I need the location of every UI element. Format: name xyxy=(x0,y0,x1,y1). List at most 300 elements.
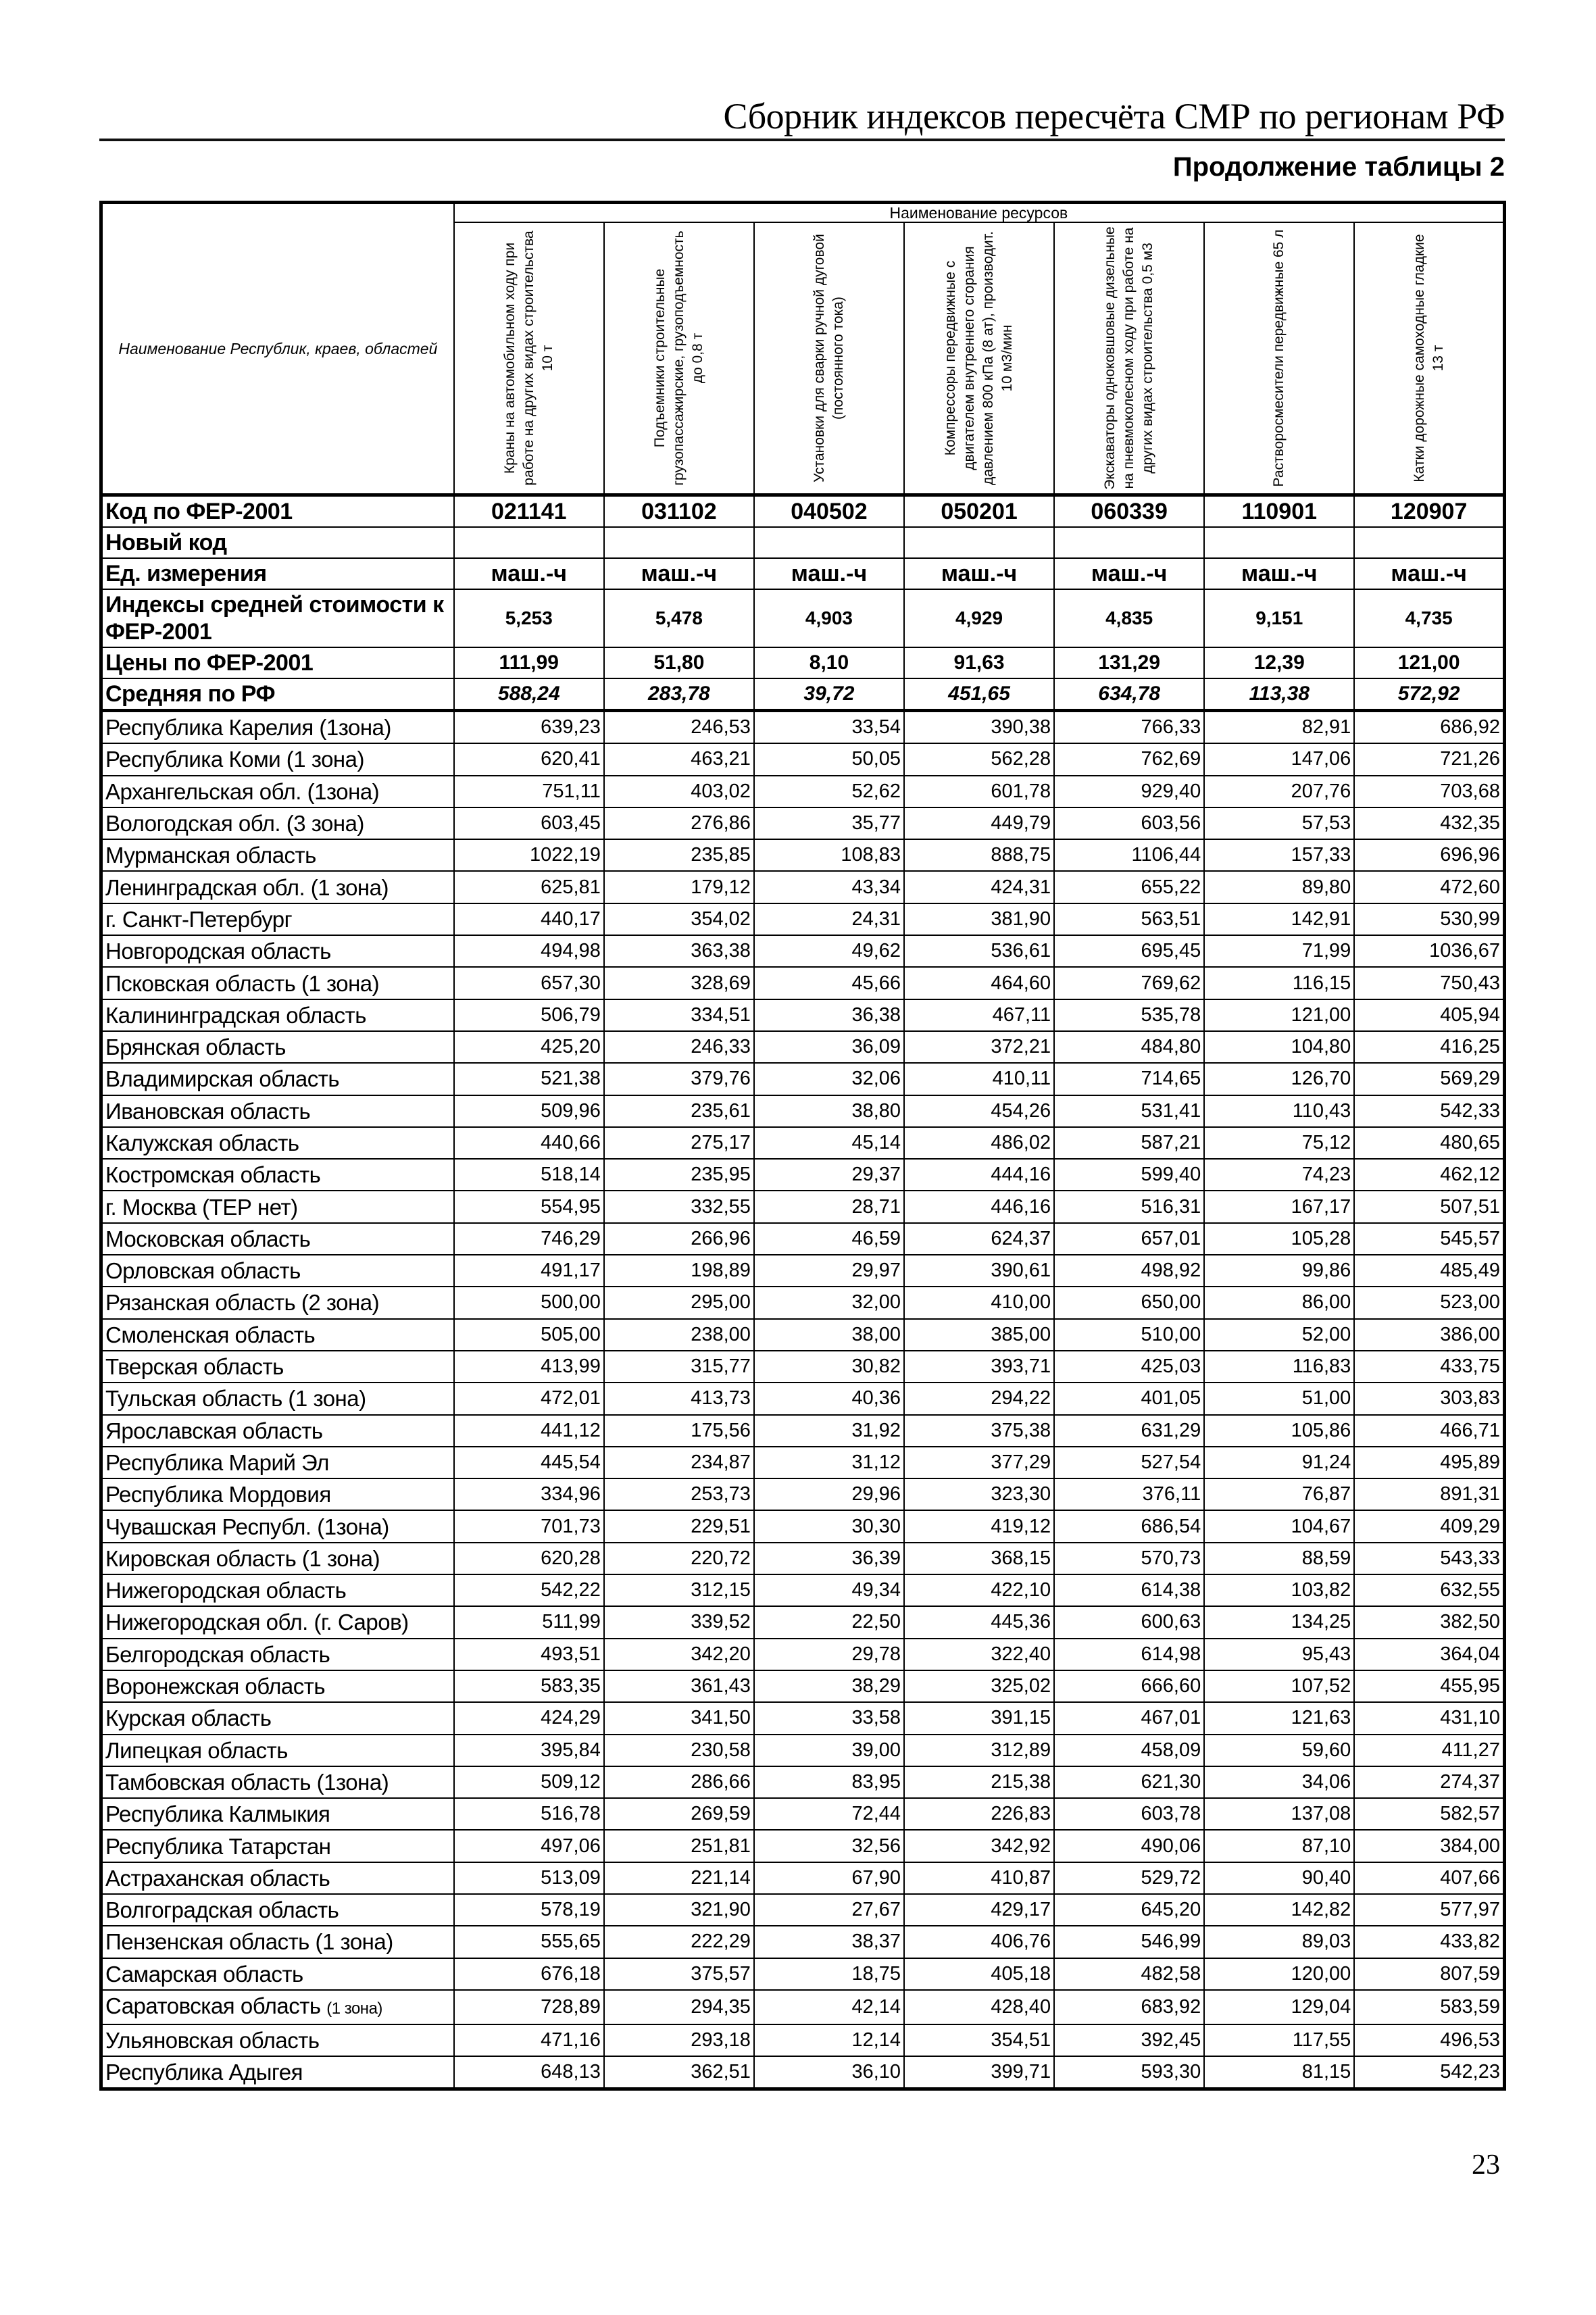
table-row xyxy=(101,1063,1505,1095)
index-table xyxy=(99,201,1506,2091)
meta-cell: 51,80 xyxy=(604,647,754,678)
region-name xyxy=(101,1574,454,1606)
region-name-text: Республика Карелия (1зона) xyxy=(105,715,391,741)
value-cell: 179,12 xyxy=(604,871,754,903)
value-cell: 107,52 xyxy=(1204,1670,1354,1702)
region-name-text: Республика Мордовия xyxy=(105,1482,331,1508)
resource-column-label: Растворосмесители передвижные 65 л xyxy=(1271,229,1287,487)
value-cell: 440,17 xyxy=(454,903,604,935)
value-cell: 95,43 xyxy=(1204,1639,1354,1670)
value-cell: 422,10 xyxy=(904,1574,1054,1606)
meta-cell: 031102 xyxy=(604,495,754,528)
value-cell: 375,57 xyxy=(604,1958,754,1990)
value-cell: 275,17 xyxy=(604,1127,754,1159)
value-cell: 490,06 xyxy=(1054,1830,1204,1862)
value-cell: 50,05 xyxy=(754,743,904,775)
meta-rows xyxy=(101,495,1505,711)
value-cell: 29,96 xyxy=(754,1478,904,1510)
value-cell: 406,76 xyxy=(904,1926,1054,1958)
value-cell: 38,00 xyxy=(754,1319,904,1351)
value-cell: 45,66 xyxy=(754,967,904,999)
meta-cell: маш.-ч xyxy=(454,558,604,589)
table-row xyxy=(101,1766,1505,1798)
value-cell: 147,06 xyxy=(1204,743,1354,775)
value-cell: 577,97 xyxy=(1354,1894,1504,1926)
value-cell: 104,67 xyxy=(1204,1510,1354,1542)
value-cell: 583,59 xyxy=(1354,1990,1504,2024)
value-cell: 542,22 xyxy=(454,1574,604,1606)
value-cell: 46,59 xyxy=(754,1223,904,1255)
region-name xyxy=(101,1958,454,1990)
region-name-suffix: (1 зона) xyxy=(326,1999,382,2018)
value-cell: 472,60 xyxy=(1354,871,1504,903)
table-row xyxy=(101,743,1505,775)
value-cell: 599,40 xyxy=(1054,1159,1204,1191)
meta-cell: 572,92 xyxy=(1354,678,1504,711)
meta-cell: 12,39 xyxy=(1204,647,1354,678)
value-cell: 379,76 xyxy=(604,1063,754,1095)
value-cell: 83,95 xyxy=(754,1766,904,1798)
value-cell: 116,83 xyxy=(1204,1351,1354,1383)
value-cell: 49,34 xyxy=(754,1574,904,1606)
region-name xyxy=(101,1383,454,1414)
value-cell: 142,91 xyxy=(1204,903,1354,935)
value-cell: 407,66 xyxy=(1354,1862,1504,1894)
region-name-text: Рязанская область (2 зона) xyxy=(105,1290,380,1316)
table-row xyxy=(101,935,1505,967)
value-cell: 235,95 xyxy=(604,1159,754,1191)
table-row xyxy=(101,1447,1505,1478)
meta-cell: 91,63 xyxy=(904,647,1054,678)
meta-row-label: Ед. измерения xyxy=(101,558,454,589)
value-cell: 769,62 xyxy=(1054,967,1204,999)
value-cell: 36,39 xyxy=(754,1543,904,1574)
value-cell: 230,58 xyxy=(604,1735,754,1766)
value-cell: 235,85 xyxy=(604,839,754,871)
value-cell: 59,60 xyxy=(1204,1735,1354,1766)
region-name xyxy=(101,1894,454,1926)
value-cell: 221,14 xyxy=(604,1862,754,1894)
table-row xyxy=(101,1255,1505,1287)
region-name xyxy=(101,1606,454,1638)
value-cell: 445,36 xyxy=(904,1606,1054,1638)
meta-cell: 5,253 xyxy=(454,589,604,647)
region-name-text: Республика Коми (1 зона) xyxy=(105,747,365,772)
value-cell: 495,89 xyxy=(1354,1447,1504,1478)
table-row xyxy=(101,903,1505,935)
value-cell: 52,00 xyxy=(1204,1319,1354,1351)
value-cell: 269,59 xyxy=(604,1798,754,1830)
value-cell: 18,75 xyxy=(754,1958,904,1990)
value-cell: 332,55 xyxy=(604,1191,754,1222)
value-cell: 555,65 xyxy=(454,1926,604,1958)
meta-row xyxy=(101,589,1505,647)
meta-cell: 131,29 xyxy=(1054,647,1204,678)
value-cell: 384,00 xyxy=(1354,1830,1504,1862)
region-name-text: Ленинградская обл. (1 зона) xyxy=(105,874,389,900)
table-row xyxy=(101,1510,1505,1542)
value-cell: 88,59 xyxy=(1204,1543,1354,1574)
value-cell: 455,95 xyxy=(1354,1670,1504,1702)
region-name xyxy=(101,1702,454,1734)
region-name xyxy=(101,1990,454,2024)
value-cell: 467,01 xyxy=(1054,1702,1204,1734)
value-cell: 554,95 xyxy=(454,1191,604,1222)
meta-row-label: Цены по ФЕР-2001 xyxy=(101,647,454,678)
value-cell: 67,90 xyxy=(754,1862,904,1894)
table-row xyxy=(101,1383,1505,1414)
meta-cell: 39,72 xyxy=(754,678,904,711)
value-cell: 81,15 xyxy=(1204,2056,1354,2089)
meta-cell: 8,10 xyxy=(754,647,904,678)
value-cell: 110,43 xyxy=(1204,1095,1354,1127)
region-name-text: Мурманская область xyxy=(105,843,316,868)
value-cell: 751,11 xyxy=(454,776,604,807)
value-cell: 485,49 xyxy=(1354,1255,1504,1287)
value-cell: 506,79 xyxy=(454,999,604,1031)
value-cell: 484,80 xyxy=(1054,1031,1204,1063)
region-name xyxy=(101,1926,454,1958)
value-cell: 546,99 xyxy=(1054,1926,1204,1958)
value-cell: 382,50 xyxy=(1354,1606,1504,1638)
value-cell: 42,14 xyxy=(754,1990,904,2024)
value-cell: 445,54 xyxy=(454,1447,604,1478)
value-cell: 491,17 xyxy=(454,1255,604,1287)
region-name xyxy=(101,903,454,935)
meta-row-label: Код по ФЕР-2001 xyxy=(101,495,454,528)
region-name-text: Республика Адыгея xyxy=(105,2060,303,2085)
value-cell: 714,65 xyxy=(1054,1063,1204,1095)
table-row xyxy=(101,1894,1505,1926)
value-cell: 99,86 xyxy=(1204,1255,1354,1287)
value-cell: 392,45 xyxy=(1054,2024,1204,2056)
table-row xyxy=(101,1862,1505,1894)
value-cell: 601,78 xyxy=(904,776,1054,807)
region-name-text: Московская область xyxy=(105,1226,311,1251)
region-name xyxy=(101,1319,454,1351)
value-cell: 440,66 xyxy=(454,1127,604,1159)
value-cell: 167,17 xyxy=(1204,1191,1354,1222)
value-cell: 364,04 xyxy=(1354,1639,1504,1670)
value-cell: 253,73 xyxy=(604,1478,754,1510)
value-cell: 45,14 xyxy=(754,1127,904,1159)
meta-cell: 283,78 xyxy=(604,678,754,711)
resource-column-label: Компрессоры передвижные с двигателем внутреннего сгорания давлением 800 кПа (8 ат), производит. 10 м3/мин xyxy=(943,231,1016,485)
meta-row xyxy=(101,527,1505,558)
table-caption: Продолжение таблицы 2 xyxy=(1172,152,1505,182)
meta-row-label: Новый код xyxy=(101,527,454,558)
region-name xyxy=(101,1830,454,1862)
value-cell: 1106,44 xyxy=(1054,839,1204,871)
meta-cell: 021141 xyxy=(454,495,604,528)
region-name-text: Республика Татарстан xyxy=(105,1833,331,1859)
value-cell: 103,82 xyxy=(1204,1574,1354,1606)
value-cell: 294,35 xyxy=(604,1990,754,2024)
running-header: Сборник индексов пересчёта СМР по регионам РФ xyxy=(723,96,1505,136)
value-cell: 12,14 xyxy=(754,2024,904,2056)
table-row xyxy=(101,1415,1505,1447)
value-cell: 578,19 xyxy=(454,1894,604,1926)
table-row xyxy=(101,1287,1505,1318)
value-cell: 486,02 xyxy=(904,1127,1054,1159)
value-cell: 493,51 xyxy=(454,1639,604,1670)
value-cell: 104,80 xyxy=(1204,1031,1354,1063)
value-cell: 315,77 xyxy=(604,1351,754,1383)
value-cell: 425,20 xyxy=(454,1031,604,1063)
value-cell: 39,00 xyxy=(754,1735,904,1766)
value-cell: 625,81 xyxy=(454,871,604,903)
header-rule xyxy=(99,139,1505,141)
value-cell: 40,36 xyxy=(754,1383,904,1414)
value-cell: 325,02 xyxy=(904,1670,1054,1702)
value-cell: 433,82 xyxy=(1354,1926,1504,1958)
region-name xyxy=(101,1735,454,1766)
value-cell: 523,00 xyxy=(1354,1287,1504,1318)
value-cell: 30,82 xyxy=(754,1351,904,1383)
table-row xyxy=(101,1351,1505,1383)
value-cell: 246,53 xyxy=(604,711,754,744)
value-cell: 545,57 xyxy=(1354,1223,1504,1255)
value-cell: 126,70 xyxy=(1204,1063,1354,1095)
value-cell: 220,72 xyxy=(604,1543,754,1574)
value-cell: 134,25 xyxy=(1204,1606,1354,1638)
resource-column-header xyxy=(454,222,604,495)
value-cell: 334,51 xyxy=(604,999,754,1031)
value-cell: 342,20 xyxy=(604,1639,754,1670)
value-cell: 49,62 xyxy=(754,935,904,967)
value-cell: 411,27 xyxy=(1354,1735,1504,1766)
meta-cell xyxy=(904,527,1054,558)
region-name-text: Курская область xyxy=(105,1706,272,1731)
value-cell: 496,53 xyxy=(1354,2024,1504,2056)
meta-cell: маш.-ч xyxy=(754,558,904,589)
value-cell: 33,58 xyxy=(754,1702,904,1734)
value-cell: 498,92 xyxy=(1054,1255,1204,1287)
region-name-text: Орловская область xyxy=(105,1258,301,1284)
table-row xyxy=(101,1031,1505,1063)
value-cell: 43,34 xyxy=(754,871,904,903)
meta-cell xyxy=(1054,527,1204,558)
value-cell: 368,15 xyxy=(904,1543,1054,1574)
meta-cell xyxy=(1204,527,1354,558)
region-name-text: Калужская область xyxy=(105,1130,299,1155)
value-cell: 274,37 xyxy=(1354,1766,1504,1798)
value-cell: 89,03 xyxy=(1204,1926,1354,1958)
region-name-text: Республика Калмыкия xyxy=(105,1801,330,1827)
region-name-text: г. Москва (ТЕР нет) xyxy=(105,1194,298,1220)
region-name xyxy=(101,839,454,871)
table-row xyxy=(101,1735,1505,1766)
value-cell: 631,29 xyxy=(1054,1415,1204,1447)
value-cell: 293,18 xyxy=(604,2024,754,2056)
value-cell: 361,43 xyxy=(604,1670,754,1702)
resource-column-header xyxy=(604,222,754,495)
value-cell: 505,00 xyxy=(454,1319,604,1351)
value-cell: 266,96 xyxy=(604,1223,754,1255)
value-cell: 891,31 xyxy=(1354,1478,1504,1510)
value-cell: 362,51 xyxy=(604,2056,754,2089)
value-cell: 38,29 xyxy=(754,1670,904,1702)
region-name xyxy=(101,1510,454,1542)
meta-cell: 120907 xyxy=(1354,495,1504,528)
table-row xyxy=(101,999,1505,1031)
region-name xyxy=(101,807,454,839)
value-cell: 536,61 xyxy=(904,935,1054,967)
table-row xyxy=(101,839,1505,871)
value-cell: 624,37 xyxy=(904,1223,1054,1255)
meta-cell xyxy=(604,527,754,558)
table-row xyxy=(101,1670,1505,1702)
value-cell: 683,92 xyxy=(1054,1990,1204,2024)
value-cell: 52,62 xyxy=(754,776,904,807)
value-cell: 391,15 xyxy=(904,1702,1054,1734)
value-cell: 36,38 xyxy=(754,999,904,1031)
region-name xyxy=(101,967,454,999)
region-name-text: Брянская область xyxy=(105,1035,286,1060)
value-cell: 87,10 xyxy=(1204,1830,1354,1862)
meta-row xyxy=(101,558,1505,589)
value-cell: 215,38 xyxy=(904,1766,1054,1798)
region-name xyxy=(101,776,454,807)
value-cell: 246,33 xyxy=(604,1031,754,1063)
region-name-text: Новгородская область xyxy=(105,939,331,964)
region-name-text: Калининградская область xyxy=(105,1002,366,1028)
value-cell: 703,68 xyxy=(1354,776,1504,807)
value-cell: 322,40 xyxy=(904,1639,1054,1670)
value-cell: 413,99 xyxy=(454,1351,604,1383)
value-cell: 75,12 xyxy=(1204,1127,1354,1159)
value-cell: 28,71 xyxy=(754,1191,904,1222)
resource-column-label: Экскаваторы одноковшовые дизельные на пневмоколесном ходу при работе на других видах строительства 0,5 м3 xyxy=(1102,226,1156,490)
value-cell: 542,23 xyxy=(1354,2056,1504,2089)
value-cell: 36,10 xyxy=(754,2056,904,2089)
value-cell: 531,41 xyxy=(1054,1095,1204,1127)
value-cell: 24,31 xyxy=(754,903,904,935)
value-cell: 339,52 xyxy=(604,1606,754,1638)
value-cell: 405,94 xyxy=(1354,999,1504,1031)
resource-column-label: Катки дорожные самоходные гладкие 13 т xyxy=(1411,234,1446,482)
value-cell: 632,55 xyxy=(1354,1574,1504,1606)
value-cell: 497,06 xyxy=(454,1830,604,1862)
value-cell: 354,51 xyxy=(904,2024,1054,2056)
table-row xyxy=(101,1223,1505,1255)
meta-cell xyxy=(1354,527,1504,558)
meta-cell: 110901 xyxy=(1204,495,1354,528)
page-number: 23 xyxy=(1472,2149,1500,2181)
table-row xyxy=(101,1926,1505,1958)
resource-column-header xyxy=(1054,222,1204,495)
meta-cell: 040502 xyxy=(754,495,904,528)
value-cell: 385,00 xyxy=(904,1319,1054,1351)
value-cell: 386,00 xyxy=(1354,1319,1504,1351)
value-cell: 509,96 xyxy=(454,1095,604,1127)
value-cell: 32,56 xyxy=(754,1830,904,1862)
value-cell: 766,33 xyxy=(1054,711,1204,744)
value-cell: 511,99 xyxy=(454,1606,604,1638)
region-name-text: Костромская область xyxy=(105,1162,321,1188)
value-cell: 1036,67 xyxy=(1354,935,1504,967)
region-name xyxy=(101,871,454,903)
region-name xyxy=(101,1447,454,1478)
region-name-text: Пензенская область (1 зона) xyxy=(105,1929,393,1955)
value-cell: 334,96 xyxy=(454,1478,604,1510)
value-cell: 603,78 xyxy=(1054,1798,1204,1830)
value-cell: 312,89 xyxy=(904,1735,1054,1766)
table-row xyxy=(101,776,1505,807)
value-cell: 226,83 xyxy=(904,1798,1054,1830)
value-cell: 312,15 xyxy=(604,1574,754,1606)
region-name xyxy=(101,1766,454,1798)
region-name xyxy=(101,2024,454,2056)
table-row xyxy=(101,1574,1505,1606)
table-row xyxy=(101,871,1505,903)
value-cell: 71,99 xyxy=(1204,935,1354,967)
table-row xyxy=(101,1319,1505,1351)
region-name xyxy=(101,1351,454,1383)
value-cell: 471,16 xyxy=(454,2024,604,2056)
value-cell: 35,77 xyxy=(754,807,904,839)
value-cell: 108,83 xyxy=(754,839,904,871)
region-name-text: Псковская область (1 зона) xyxy=(105,970,380,996)
value-cell: 582,57 xyxy=(1354,1798,1504,1830)
value-cell: 390,38 xyxy=(904,711,1054,744)
value-cell: 429,17 xyxy=(904,1894,1054,1926)
value-cell: 762,69 xyxy=(1054,743,1204,775)
region-name xyxy=(101,1670,454,1702)
table-row xyxy=(101,711,1505,744)
value-cell: 375,38 xyxy=(904,1415,1054,1447)
value-cell: 403,02 xyxy=(604,776,754,807)
value-cell: 390,61 xyxy=(904,1255,1054,1287)
meta-cell: маш.-ч xyxy=(1204,558,1354,589)
value-cell: 535,78 xyxy=(1054,999,1204,1031)
value-cell: 38,80 xyxy=(754,1095,904,1127)
region-name xyxy=(101,1095,454,1127)
value-cell: 1022,19 xyxy=(454,839,604,871)
value-cell: 238,00 xyxy=(604,1319,754,1351)
value-cell: 666,60 xyxy=(1054,1670,1204,1702)
value-cell: 416,25 xyxy=(1354,1031,1504,1063)
value-cell: 516,78 xyxy=(454,1798,604,1830)
value-cell: 32,06 xyxy=(754,1063,904,1095)
value-cell: 543,33 xyxy=(1354,1543,1504,1574)
value-cell: 419,12 xyxy=(904,1510,1054,1542)
value-cell: 500,00 xyxy=(454,1287,604,1318)
value-cell: 116,15 xyxy=(1204,967,1354,999)
meta-cell: 9,151 xyxy=(1204,589,1354,647)
value-cell: 494,98 xyxy=(454,935,604,967)
region-name xyxy=(101,1223,454,1255)
value-cell: 175,56 xyxy=(604,1415,754,1447)
value-cell: 105,28 xyxy=(1204,1223,1354,1255)
value-cell: 542,33 xyxy=(1354,1095,1504,1127)
table-row xyxy=(101,2024,1505,2056)
region-name xyxy=(101,1415,454,1447)
value-cell: 888,75 xyxy=(904,839,1054,871)
meta-cell: маш.-ч xyxy=(1054,558,1204,589)
value-cell: 372,21 xyxy=(904,1031,1054,1063)
value-cell: 686,92 xyxy=(1354,711,1504,744)
value-cell: 410,11 xyxy=(904,1063,1054,1095)
region-name xyxy=(101,1127,454,1159)
value-cell: 129,04 xyxy=(1204,1990,1354,2024)
region-name xyxy=(101,999,454,1031)
value-cell: 410,87 xyxy=(904,1862,1054,1894)
value-cell: 458,09 xyxy=(1054,1735,1204,1766)
value-cell: 207,76 xyxy=(1204,776,1354,807)
value-cell: 303,83 xyxy=(1354,1383,1504,1414)
region-name xyxy=(101,2056,454,2089)
